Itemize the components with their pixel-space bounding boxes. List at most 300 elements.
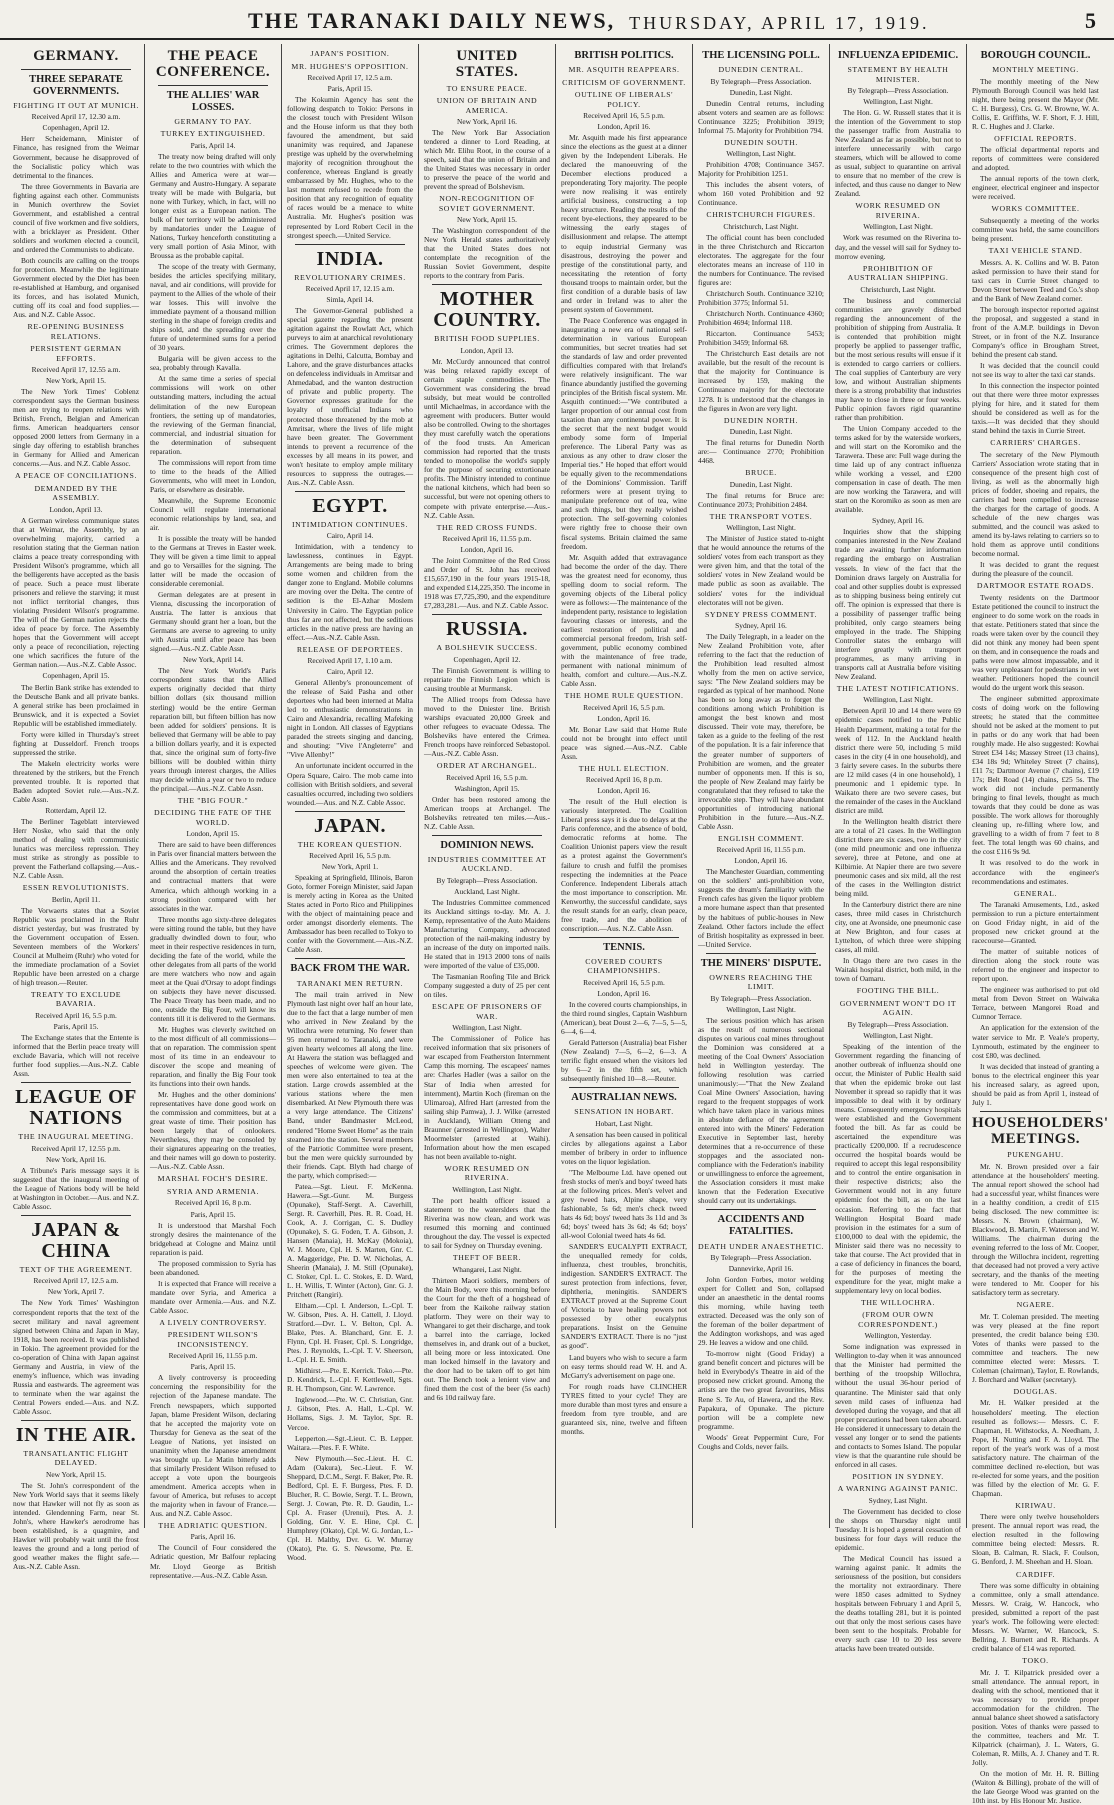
article-paragraph: A Tribune's Paris message says it is suggested that the inaugural meeting of the League of Nations body will be held at Washington in October.—Aus. and N.Z. Cable Assoc. <box>13 1165 139 1211</box>
article-paragraph: The Christchurch East details are not available, but the result of the recount is that the majority for Continuance is increased by 159, making the Continuance majority for the electorate 1278. It is understood that the changes in the figures in Avon are very light. <box>698 349 824 413</box>
dateline: Received April 16, 5.5 p.m. <box>583 702 665 712</box>
sub-headline: CARRIERS' CHARGES. <box>990 438 1081 448</box>
dateline: Received April 17, 12.30 a.m. <box>31 112 121 122</box>
article-paragraph: The official departmental reports and reports of committees were considered and adopted. <box>972 145 1099 173</box>
article-headline: BACK FROM THE WAR. <box>290 963 410 975</box>
article-paragraph: The Exchange states that the Entente is informed that the Berlin peace treaty will exclude Bavaria, which will not receive further food supplies.—Aus.-N.Z. Cable Assn. <box>13 1033 139 1079</box>
sub-headline: KIRIWAU. <box>1015 1500 1056 1510</box>
dateline: London, April 16. <box>460 545 514 555</box>
section-headline: HOUSEHOLDERS' MEETINGS. <box>972 1114 1109 1147</box>
column-5 <box>556 44 693 1528</box>
article-paragraph: Subsequently a meeting of the works committee was held, the same councillors being present. <box>972 215 1099 243</box>
article-paragraph: In this connection the inspector pointed out that there were three motor expresses plying for hire, and it stated for them should be considered as well as for the taxis.—It was decided that they should stand behind the taxis in Currie Street. <box>972 380 1099 436</box>
sub-headline: INTIMIDATION CONTINUES. <box>291 519 408 529</box>
sub-headline: INDUSTRIES COMMITTEE AT AUCKLAND. <box>427 854 547 874</box>
dateline: London, April 16. <box>597 786 651 796</box>
article-headline: TENNIS. <box>603 941 645 953</box>
news-columns <box>8 44 1109 1805</box>
article-paragraph: The Taranaki Amusements, Ltd., asked permission to run a picture entertainment on Good Friday night, in aid of the proposed new cricket ground at the racecourse—Granted. <box>972 900 1099 946</box>
dateline: By Telegraph—Press Association. <box>710 993 812 1003</box>
section-headline: THE PEACE CONFERENCE. <box>155 48 271 80</box>
article-paragraph: Forty were killed in Thursday's street fighting at Dusseldorf. French troops suppressed the strike. <box>13 729 139 757</box>
article-paragraph: Mr. N. Brown presided over a fair attendance at the householders' meeting. The annual report showed the school had had a successful year, whilst finances were in a healthy condition, a credit of £15 being disclosed. The new committee is: Messrs. N. Brown (chairman), W. Blackwood, B. Martin, F. Waterson and W. Williams. The chairman during the evening referred to the loss of Mr. Cooper, through the Willochra incident, regretting that deceased had not proved a very active secretary, and the thanks of the meeting were tendered to Mr. Cooper for his satisfactory term as secretary. <box>972 1161 1099 1298</box>
dateline: By Telegraph—Press Association. <box>710 76 812 86</box>
sub-headline: CARDIFF. <box>1015 1569 1056 1579</box>
dateline: Berlin, April 11. <box>51 894 101 904</box>
article-paragraph: Mr. Asquith added that extravagance had become the order of the day. There was the greatest need for economy, thus spelling doom to social reform. The governing objects of the Liberal policy were as follows:—The maintenance of the independent party, resistance to legislation favouring classes or interests, and the earliest restoration of political and commercial personal freedom, Irish self-government, public economy combined with the maintenance of free trade, permanent with national minimum of health, comfort and culture.—Aus.-N.Z. Cable Assn. <box>561 552 687 688</box>
article-paragraph: A lively controversy is proceeding concerning the responsibility for the rejection of the Japanese mandate. The French newspapers, which supported Japan, blame President Wilson, declaring that he accepted the majority vote on Thursday for Geneva as the seat of the League of Nations, yet insisted on unanimity when the Japanese amendment was brought up. Le Matin bitterly adds that similarly President Wilson refused to accept a vote upon the bourgeois amendment. America accepts when in favour of America, but refuses to accept the majority when in favour of France.—Aus. and N.Z. Cable Assoc. <box>150 1373 276 1518</box>
article-paragraph: In the Canterbury district there are nine cases, three mild cases in Christchurch city, one at Avonside, one pneumonic case at New Brighton, and four cases at Lyttelton, of which three were shipping cases, all mild. <box>835 900 961 955</box>
article-paragraph: The Vorwaerts states that a Soviet Republic was proclaimed in the Ruhr district yesterday, but was frustrated by the Government occupation of Essen. Seventeen members of the Workers' Council at Mulheim (Ruhr) who voted for the immediate proclamation of a Soviet Republic have been arrested on a charge of high treason.—Reuter. <box>13 905 139 987</box>
sub-headline: WORK RESUMED ON RIVERINA. <box>855 201 941 220</box>
sub-headline: JAPAN'S POSITION. <box>310 49 390 58</box>
article-paragraph: General Allenby's pronouncement of the release of Said Pasha and other deportees who had been interned at Malta led to enthusiastic demonstrations in Cairo and Alexandria, recalling Mafeking night in London. All classes of Egyptians paraded the streets singing and dancing, and shouting: "Vive l'Angleterre" and "Vive Allenby!" <box>287 678 413 760</box>
section-headline: GERMANY. <box>33 48 119 64</box>
article-paragraph: Order has been restored among the American troops at Archangel. The Bolsheviks retreated ten miles.—Aus.-N.Z. Cable Assn. <box>424 794 550 831</box>
article-paragraph: The Industries Committee commenced its Auckland sittings to-day. Mr. A. J. Kemp, representative of the Auto Maidens Manufacturing Company, advocated protection of the nail-making industry by an increase of the duty on imported nails. He stated that in 1913 2000 tons of nails were imported of the value of £35,000. <box>424 897 550 971</box>
section-headline: RUSSIA. <box>446 618 528 641</box>
article-paragraph: Thirteen Maori soldiers, members of the Main Body, were this morning before the Court for the theft of a hogshead of beer from the Kaikohe railway station platform. They were on their way to Whangarei to get their discharge, and took a barrel into the carriage, locked themselves in, and drank out of a bucket, all being more or less intoxicated. One man locked himself in the lavatory and the door had to be taken off to get him out. The Bench took a lenient view and fined them the cost of the beer (5s each) and 6s 10d railway fare. <box>424 1275 550 1402</box>
column-rule <box>21 1215 131 1216</box>
sub-headline: A WARNING AGAINST PANIC. <box>837 1484 959 1494</box>
dateline: Wellington, Last Night. <box>726 523 796 533</box>
section-headline: JAPAN. <box>313 814 387 837</box>
dateline: Copenhagen, April 12. <box>453 654 521 664</box>
sub-headline: TAXI VEHICLE STAND. <box>988 246 1083 256</box>
article-paragraph: The annual reports of the town clerk, engineer, electrical engineer and inspector were received. <box>972 174 1099 202</box>
dateline: Received April 16, 11.55 p.m. <box>168 1351 258 1361</box>
dateline: Wellington, Last Night. <box>452 1023 522 1033</box>
dateline: Auckland, Last Night. <box>454 886 520 896</box>
column-rule <box>158 85 268 86</box>
article-paragraph: "The Melbourne Ltd. have opened out fresh stocks of men's and boys' tweed hats at the following prices. Men's velvet and grey tweed hats, Alpine shape, very fashionable, 5s 6d; men's check tweed hats 4s 6d; boys' tweed hats 3s 11d and 3s 6d; boys' tweed hats 3s 6d; 4s 6d; boys' all-wool Colonial tweed hats 4s 6d. <box>561 1167 687 1241</box>
article-paragraph: The Hon. G. W. Russell states that it is the intention of the Government to stop the passenger traffic from Australia to New Zealand as far as possible, but not to interfere unnecessarily with cargo steamers, which will be allowed to come as usual, subject to quarantine on arrival to ensure that no member of the crew is infected, and thus cause no danger to New Zealand. <box>835 108 961 199</box>
article-paragraph: The serious position which has arisen as the result of numerous sectional disputes on various coal mines throughout the Dominion was considered at a meeting of the Coal Owners' Association held in Wellington yesterday. The following resolution was carried unanimously:—"That the New Zealand Coal Mine Owners' Association, having regard to the frequent stoppages of work which have taken place in various mines in absolute defiance of the agreement entered into with the Miners' Federation Executive in September last, hereby determines that a re-occurrence of these stoppages and the associated non-compliance with the Federation's inability or unwillingness to enforce the agreement, the Association considers it must make known that the Federation Executive should carry out its undertakings. <box>698 1015 825 1206</box>
column-2 <box>145 44 282 1580</box>
sub-headline: CRITICISM OF GOVERNMENT. <box>562 77 686 87</box>
dateline: Rotterdam, April 12. <box>45 805 107 815</box>
column-rule <box>21 1420 131 1421</box>
newspaper-title: THE TARANAKI DAILY NEWS, <box>248 8 616 33</box>
dateline: Copenhagen, April 12. <box>42 123 110 133</box>
sub-headline: TOKO. <box>1022 1656 1049 1666</box>
article-paragraph: It was decided to grant the request during the pleasure of the council. <box>972 560 1099 579</box>
section-headline: LEAGUE OF NATIONS <box>15 1086 137 1130</box>
sub-headline: DEATH UNDER ANAESTHETIC. <box>698 1241 824 1251</box>
article-paragraph: The port health officer issued a statement to the waterslders that the Riverina was now clean, and work was resumed this morning and continued throughout the day. The vessel is expected to sail for Sydney on Thursday evening. <box>424 1195 550 1250</box>
dateline: Paris, April 15. <box>190 1209 236 1219</box>
article-paragraph: The borough inspector reported against the proposal, and suggested a stand in front of the A.M.P. buildings in Devon Street, or in front of the N.Z. Insurance Company's office in Brougham Street, behind the present cab stand. <box>972 304 1099 359</box>
dateline: London, April 13. <box>49 504 103 514</box>
sub-headline: STATEMENT BY HEALTH MINISTER. <box>847 65 949 84</box>
article-headline: THE MINERS' DISPUTE. <box>700 957 822 969</box>
article-paragraph: The Joint Committee of the Red Cross and Order of St. John has received £15,657,190 in the four years 1915-18, and expended £14,225,350. The income in 1918 was £7,725,390, and the expenditure £7,283,281.—Aus. and N.Z. Cable Assoc. <box>424 556 550 611</box>
sub-headline: SYDNEY PRESS COMMENT. <box>704 609 818 619</box>
dateline: Received April 16, 5.5 p.m. <box>309 851 391 861</box>
article-paragraph: The Council of Four considered the Adriatic question, Mr Balfour replacing Mr. Lloyd George as British representative.—Aus.-N.Z. Cable Assn. <box>150 1543 276 1580</box>
dateline: Wellington, Yesterday. <box>864 1331 932 1341</box>
article-paragraph: Messrs. A. K. Collins and W. B. Paton asked permission to have their stand for taxi cars in Currie Street changed to Devon Street between Teed and Co.'s shop and the Bank of New Zealand corner. <box>972 257 1099 303</box>
dateline: Received April 17, 12.5 a.m. <box>307 73 393 82</box>
article-paragraph: The treaty now being drafted will only relate to the two countries with which the Allies and America were at war—Germany and Austro-Hungary. A separate treaty will be made with Bulgaria, but none with Turkey, which, in fact, will no longer exist as a European nation. The bulk of her territory will be administered by mandatories under the League of Nations, Turkey henceforth constituting a very small portion of Asia Minor, with Broussa as the probable capital. <box>150 151 276 260</box>
column-rule <box>432 835 542 836</box>
article-paragraph: The engineer was authorised to put old metal from Devon Street on Waiwaka Terrace, between Mangorei Road and Cumnor Terrace. <box>972 985 1099 1022</box>
dateline: Washington, April 15. <box>454 783 520 793</box>
sub-headline: A PEACE OF CONCILIATIONS. <box>15 471 137 481</box>
article-headline: THREE SEPARATE GOVERNMENTS. <box>29 73 123 97</box>
sub-headline: ESCAPE OF PRISONERS OF WAR. <box>431 1002 543 1021</box>
column-rule <box>21 1082 131 1083</box>
section-headline: UNITED STATES. <box>455 48 519 80</box>
dateline: Copenhagen, April 15. <box>42 671 110 681</box>
article-paragraph: Three months ago sixty-three delegates were sitting round the table, but they have gradually dwindled down to four, who meet in their respective residences in turn, deciding the fate of the world, while the other delegates from all parts of the world are mere watchers who now and again meet at the Quai d'Orsay to adopt findings on subjects they have never discussed. The Peace Treaty has been made, and no one, outside the Big Four, will know its contents till it is delivered to the Germans. <box>150 914 276 1023</box>
article-paragraph: A sensation has been caused in political circles by allegations against a Labor member of bribery in order to influence votes on the liquor legislation. <box>561 1129 687 1166</box>
sub-headline: POSITION IN SYDNEY. <box>852 1471 944 1481</box>
article-paragraph: There are said to have been differences in Paris over financial matters between the Allies and the Americans. They revolved around the absorption of certain treaties and contractual matters that were America, which although working in a strong position compared with her associates in the war. <box>150 840 277 913</box>
dateline: Received April 17, 12.15 a.m. <box>305 284 395 294</box>
dateline: New York, April 7. <box>47 1287 105 1297</box>
article-paragraph: In Otago there are two cases in the Waitaki hospital district, both mild, in the town of Oamaru. <box>835 956 961 984</box>
dateline: Simla, April 14. <box>326 295 374 305</box>
sub-headline: NON-RECOGNITION OF SOVIET GOVERNMENT. <box>438 194 536 213</box>
dateline: Wellington, Last Night. <box>863 97 933 107</box>
article-paragraph: Riccarton. Continuance 5453; Prohibition 3459; Informal 68. <box>698 329 824 348</box>
dateline: Sydney, April 16. <box>735 621 787 631</box>
sub-headline: RE-OPENING BUSINESS RELATIONS. <box>27 322 125 341</box>
sub-headline: COVERED COURTS CHAMPIONSHIPS. <box>585 956 663 976</box>
sub-headline: A LIVELY CONTROVERSY. <box>159 1317 267 1327</box>
section-headline: INDIA. <box>316 247 384 270</box>
article-paragraph: The result of the Hull election is variously interpreted. The Coalition Liberal press says it is due to delays at the Paris conference, and the absence of bold, democratic reforms at home. The Coalition Unionist papers view the result as a protest against the Government's failure to crush and fulfil the promises respecting the indemnities at the Peace Conference. Independent Liberals attach the most importance to conscription. Mr. Kenworthy, the successful candidate, says the result stands for an early, clean peace, free trade, and the abolition of conscription.—Aus. N.Z. Cable Assn. <box>561 797 687 933</box>
sub-headline: ORDER AT ARCHANGEL. <box>436 761 538 771</box>
article-paragraph: Work was resumed on the Riverina to-day, and the vessel will sail for Sydney to-morrow evening. <box>835 233 961 261</box>
column-rule <box>706 953 816 954</box>
column-rule <box>706 1209 816 1210</box>
sub-headline: CHRISTCHURCH FIGURES. <box>706 210 816 220</box>
article-paragraph: Mr. J. T. Kilpatrick presided over a small attendance. The annual report, in dealing with the school, mentioned that it was necessary to provide proper accommodation for the children. The annual balance sheet showed a satisfactory position. Votes of thanks were passed to the committee, teachers and Mr. T. Kilpatrick (chairman), J. L. Waters, G. Coleman, R. Mills, A. J. Chaney and T. R. Jolly. <box>972 1667 1099 1768</box>
dateline: Wellington, Last Night. <box>863 695 933 705</box>
article-paragraph: A German wireless communique states that at Weimar, the Assembly, by an overwhelming majority, carried a resolution stating that the German nation claims a peace treaty corresponding with President Wilson's programme, which all the belligerents have accepted as the basis of peace. Such a peace must liberate prisoners and relieve the starving; it must not inflict territorial changes, thus violating President Wilson's programme. The will of the German nation rejects the idea of peace by force. The Assembly hopes that the Government will accept only a peace of reconciliation, rejecting one which sacrifices the future of the German nation.—Aus.-N.Z. Cable Assoc. <box>13 515 139 670</box>
article-paragraph: The Governor-General published a special gazette regarding the present agitation against the Rowlatt Act, which purveys to aim at anarchical revolutionary crimes. The Government deplores the agitations in Delhi, Calcutta, Bombay and Lahore, and the grave disturbances attacks on defenceless individuals in Amritsar and Ahmedabad, and the wanton destruction of private and public property. The Governor expresses gratitude for the loyalty of unofficial Indians who protected those threatened by the mob at Amritsar, where the lives of life might have been greater. The Government intends to prevent a recurrence of the excesses by all means in its power, and won't hesitate to employ ample military resources to suppress the outrages.—Aus.-N.Z. Cable Assn. <box>287 306 413 487</box>
article-paragraph: The Medical Council has issued a warning against panic. It admits the seriousness of the position, but considers the mortality not extraordinary. There were 1850 cases admitted to Sydney hospitals between February 1 and April 5, the deaths totalling 281, but it is pointed out that only the most serious cases have been sent to the hospitals. Probable for every such case 10 to 20 less severe attacks have been treated outside. <box>835 1553 961 1654</box>
article-paragraph: Lepperton.—Sgt.-Lieut. C. B. Lepper. Waitara.—Ptes. F. F. White. <box>287 1433 413 1452</box>
sub-headline: THE "BIG FOUR." <box>177 795 249 805</box>
article-paragraph: Bulgaria will be given access to the sea, probably through Kavalla. <box>150 354 276 373</box>
dateline: Paris, April 16. <box>190 1532 236 1542</box>
article-paragraph: The Commissioner of Police has received information that six prisoners of war escaped from Featherston Internment Camp this morning. The escapees' names are: Charles Hadler (was a sailor on the Star of India when arrested for internment), Martin Koch (fireman on the Ulimaroa), Alfred Hart (arrested from the sailing ship Pamwa), J. J. Wilke (arrested in Auckland), William Otteng and Braunner (arrested in Wellington), Walter Moormelster (arrested at Waihi). Information about how the men escaped has not been available to-night. <box>424 1034 550 1161</box>
article-paragraph: The engineer submitted approximate costs of doing work on the following streets; he stated that the committee should not be asked at the moment to put in paths or do any work that had been roughly made. He also suggested: Kowhai Street £34 14s; Massey Street (13 chains), £34 18s 9d; Whiteley Street (7 chains), £11 7s; Dartmoor Avenue (7 chains), £19 17s; Belt Road (14) chains, £25 5s. The work did not include permanently bringing to final levels, thought as much towards that they could be done as was possible. The work allows for thoroughly cleaning up, re-filling where low, and gravelling to a width of from 7 feet to 8 feet. The total length was 60 chains, and the cost £116 9s 9d. <box>972 693 1099 857</box>
article-paragraph: New Plymouth.—Sec.-Lieut. H. C. Adam (Oakura), Sec.-Lieut. F. W. Sheppard, D.C.M., Sergt. F. Baker, Pte. R. Bedford, Cpl. E. F. Burgess, Ptes. F. D. Blucher, R. C. Bowie, Sergt. T. L. Brown, Sergt. J. Cowan, Pte. R. D. Gaudin, L.-Cpl. A. Fraser (Urenui), Ptes. A. J. Golding, Gnr. V. E. Hine, Cpl. C. Humphrey (Okato), Cpl. W. G. Jordan, L.-Cpl. H. Maltby, Dvr. G. W. Murray (Okato), Pte. G. S. Newsome, Pte. E. Wood. <box>287 1453 413 1562</box>
article-paragraph: The monthly meeting of the New Plymouth Borough Council was held last night, there being present the Mayor (Mr. C. H. Burgess), Crs. G. W. Browne, W. A. Collis, E. Griffiths, W. F. Short, F. J. Hill, R. C. Hughes and J. Clarke. <box>972 76 1099 131</box>
sub-headline: OWNERS REACHING THE LIMIT. <box>709 972 813 992</box>
article-paragraph: The scope of the treaty with Germany, besides the articles specifying military, naval, and air conditions, will provide for payment to the Allies of the whole of their war losses. This will involve the immediate payment of a thousand million sterling in the shape of foreign credits and ships sold, and the spreading over the future of undetermined sums for a period of 30 years. <box>150 262 276 353</box>
sub-headline: THE TRANSPORT VOTES. <box>709 511 813 521</box>
article-paragraph: Patea.—Sgt. Lieut. F. McKenna. Hawera.—Sgt.-Gunr. M. Burgess (Opunake), Staff-Sergt. A. Caverhill, Sergt. R. Caverhill, Ptes. R. R. Coad, H. Cook, A. J. Corrigan, C. S. Dudley (Opunake), S. G. Foden, T. A. Gibson, J. Hansen (Manaia), H. McKay (Mokoia), W. J. Moore, Cpl. H. S. Marten, Gnr. C. A. Maggeridge, Pte. D. W. Nicholas, A. Sheerin (Manaia), J. M. Still (Opunake), C. Stoker, Cpl. L. C. Stokes, E. D. Ward, L. H. Willis, T. Winter (Acton), Gnr. G. J. Pritchett (Rangiri). <box>287 1181 413 1300</box>
column-3 <box>282 44 419 1562</box>
column-rule <box>295 491 405 492</box>
sub-headline: TARANAKI MEN RETURN. <box>296 978 404 988</box>
article-paragraph: The proposed commission to Syria has been abandoned. <box>150 1258 276 1277</box>
dateline: Received April 16, 8 p.m. <box>585 775 663 785</box>
article-paragraph: John Gordon Forbes, motor welding expert for Collett and Son, collapsed under an anaesthetic in the dental rooms this morning, while having teeth extracted. Deceased was the only son of the foreman of the boiler department of the Addington workshops, and was aged 29. He leaves a widow and one child. <box>698 1275 824 1348</box>
article-paragraph: The Government has decided to close the shops on Thursday night until Tuesday. It is hoped a general cessation of business for four days will reduce the epidemic. <box>835 1506 961 1552</box>
dateline: London, April 13. <box>460 345 514 355</box>
article-paragraph: Speaking of the intention of the Government regarding the financing of another outbreak of influenza should one occur, the Minister of Public Health said that when the epidemic broke out last November it spread so rapidly that it was impossible to deal with it by ordinary means. Consequently emergency hospitals were established and the Government footed the bill. As far as could be ascertained the expenditure was practically £200,000. If a recrudescence occurred the hospital boards would be required to accept this legal responsibility and to control the entire organisation in their respective districts; also the Government would not in any future epidemic foot the bill, as on the last occasion. Referring to the fact that Wellington Hospital Board made provision in the estimates for a sum of £100,000 to deal with the epidemic, the Minister said there was no necessity to take that course. The Act provided that in a case of deficiency in finances the board, for the purposes of meeting the expenditure for the year, might make a supplementary levy on local bodies. <box>835 1041 961 1295</box>
dateline: New York, April 15. <box>457 215 517 225</box>
article-paragraph: Herr Scheidemann, Minister of Finance, has resigned from the Weimar Government, because he disapproved of the Socialistic policy which was detrimental to the finances. <box>13 134 139 180</box>
column-rule <box>295 244 405 245</box>
sub-headline: DECIDING THE FATE OF THE WORLD. <box>154 808 272 827</box>
article-paragraph: The Finnish Government is willing to repatriate the Finnish Legion which is causing trouble at Murmansk. <box>424 665 550 693</box>
article-paragraph: Inquiries show that the shipping companies interested in the New Zealand trade are awaiting further information regarding the embargo on Australian vessels. In view of the fact that the Dominion draws largely on Australia for coal and other supplies doubt is expressed as to shipping business being entirely cut off. The opinion is expressed that there is a possibility of passenger traffic being prohibited, only cargo steamers being employed in the trade. The Shipping Controller states the embargo will interfere greatly with transport programmes, as many arriving in transports call at Australia before visiting New Zealand. <box>835 527 961 681</box>
column-7 <box>830 44 967 1654</box>
column-rule <box>21 69 131 70</box>
sub-headline: SENSATION IN HOBART. <box>574 1107 674 1117</box>
article-paragraph: Christchurch North. Continuance 4360; Prohibition 4694; Informal 118. <box>698 309 824 328</box>
article-paragraph: The Minister of Justice stated to-night that he would announce the returns of the soldiers' votes from each transport as they were given him, and that the total of the soldiers' votes in New Zealand would be made public as soon as available. The soldiers' votes for the individual electorates will not be given. <box>698 534 824 607</box>
sub-headline: PRESIDENT WILSON'S INCONSISTENCY. <box>167 1330 259 1349</box>
article-paragraph: Mr. T. Coleman presided. The meeting was very pleased at the fine report presented, the credit balance being £30. Votes of thanks were passed to the committee and teachers. The new committee elected were: Messrs. T. Coleman (chairman), Taylor, E. Rowlands, J. Borchard and Walker (secretary). <box>972 1311 1099 1384</box>
article-headline: THE LICENSING POLL. <box>702 50 820 61</box>
article-headline: INFLUENZA EPIDEMIC. <box>837 50 959 61</box>
article-paragraph: Land buyers who wish to secure a farm on easy terms should read W. H. and A. McGarry's advertisement on page one. <box>561 1352 687 1380</box>
article-paragraph: Mr. Asquith made his first appearance since the elections as the guest at a dinner given by the Independent Liberals. He declared the manoeuvring of the December elections produced a preponderating Tory majority. The people were now realising it was entirely artificial business, constructing a top heavy structure. Reading the results of the recent bye-elections, they appeared to be witnessing the early stages of disillusionment and relapse. The attempt to equip industrial Germany was disastrous, destroying the power and prestige of the constitutional party, and necessitating the retention of forty thousand troops to maintain order, but the first condition of a durable basis of law and order in Ireland was to alter the present system of Government. <box>561 133 687 314</box>
dateline: Wellington, Last Night. <box>726 1004 796 1014</box>
article-paragraph: The Peace Conference was engaged in inaugurating a new era of national self-determination in various European communities, but secret treaties had set the standards of law and order prevented difficulties compared with that Ireland's were relatively insignificant. The war finance abundantly justified the governing principles of the British fiscal system. Mr. Asquith continued:—"We contributed a larger proportion of our annual cost from taxation than any continental power. It is the secret that the next budget would embody some form of Imperial preference. The Liberal Party was as anxious as any other to draw closer the Imperial ties." He hoped that effort would be equally given to the recommendations of the Dominions' Commission. Tariff reformers were at present trying to manipulate preference out of tea, wine and such things, but they really wished protection. The self-governing colonies were rightly free to choose their own fiscal systems. Britain claimed the same freedom. <box>561 315 687 551</box>
article-paragraph: Mr. McCurdy announced that control was being relaxed rapidly except of certain staple commodities. The Government was considering the bread subsidy, but meat would be controlled until Michaelmas, in accordance with the agreement with producers. Butter would also be controlled. Owing to the shortages they must carefully watch the operations of the food trusts. An American commission had reported that the trusts tended to monopolise the world's supply for the purpose of securing extortionate profits. The Ministry intended to continue the national kitchens, which had been so successful, but were not opening others to compete with private enterprise.—Aus.-N.Z. Cable Assn. <box>424 357 550 520</box>
column-rule <box>432 614 542 615</box>
article-paragraph: The commissions will report from time to time to the heads of the Allied Governments, who will meet in London, Paris, or elsewhere as desirable. <box>150 457 276 494</box>
column-rule <box>569 937 679 938</box>
sub-headline: TO ENSURE PEACE. <box>446 83 528 93</box>
article-headline: DOMINION NEWS. <box>440 839 534 851</box>
article-paragraph: Mr. H. Walker presided at the householders' meeting. The election resulted as follows:— Messrs. C. F. Chapman, H. Withstocks, A. Needham, J. Pope, H. Nutting and F. A. Lloyd. The report of the year's work was of a most satisfactory nature. The chairman of the committee declined re-election, but was re-elected for some years, and the position was filled by the election of Mr. G. F. Chapman. <box>972 1398 1099 1498</box>
section-headline: MOTHER COUNTRY. <box>433 288 541 332</box>
dateline: Received April 17, 12.5 a.m. <box>33 1276 119 1286</box>
dateline: Received April 16, 11.55 p.m. <box>716 845 806 855</box>
sub-headline: ENGLISH COMMENT. <box>717 833 805 843</box>
article-paragraph: For rough roads have CLINCHER TYRES fitted to your cycle! They are more durable than most tyres and ensure a freedom from tyre trouble, and are guaranteed six, nine, twelve and fifteen months. <box>561 1381 687 1436</box>
sub-headline: DARTMOOR ESTATE ROADS. <box>976 581 1095 591</box>
sub-headline: A BOLSHEVIK SUCCESS. <box>436 643 538 653</box>
page-number: 5 <box>1085 8 1096 33</box>
dateline: Received April 16, 11.55 p.m. <box>442 534 532 544</box>
article-paragraph: In the Wellington health district there are a total of 21 cases. In the Wellington district there are six cases, two in the city (one mild pneumonic and one influenza severe), three at Petone, and one at Kilbirnie. At Napier there are two severe pneumonic cases and six mild, all the rest of the cases in the Wellington district being mild. <box>835 816 961 899</box>
dateline: Received April 16, 5.5 p.m. <box>583 977 665 987</box>
dateline: Hobart, Last Night. <box>595 1118 653 1128</box>
section-headline: EGYPT. <box>312 494 388 517</box>
dateline: London, April 16. <box>597 713 651 723</box>
sub-headline: MONTHLY MEETING. <box>992 65 1079 75</box>
dateline: London, April 16. <box>734 856 788 866</box>
article-paragraph: The Kokumin Agency has sent the following despatch to Tokio: Persons in the closest touch with President Wilson and the House inform us that they both favoured the amendment, but said unanimity was required, and Japanese prestige was upheld by the overwhelming majority of recognition throughout the conference, whereas England is greatly embarrassed by Mr. Hughes, who to the last moment refused to recede from the position that any recognition of equality of races would be a menace to white Australia. Mr. Hughes's position was represented by Lord Robert Cecil in the strongest speech.—United Service. <box>287 95 413 240</box>
article-paragraph: The final returns for Dunedin North are:— Continuance 2770; Prohibition 4468. <box>698 438 824 466</box>
dateline: Dunedin, Last Night. <box>729 479 793 489</box>
sub-headline: BRUCE. <box>745 468 777 478</box>
dateline: Wellington, Last Night. <box>863 222 933 232</box>
article-paragraph: Intimidation, with a tendency to lawlessness, continues in Egypt. Arrangements are being made to bring some women and children from the danger zone to England. Mobile columns are moving over the Delta. The centre of sedition is the El-Azhar Moslem University in Cairo. The Egyptian police thus far are not affected, but the seditious articles in the native press are having an effect.—Aus.-N.Z. Cable Assn. <box>287 542 413 642</box>
sub-headline: TEXT OF THE AGREEMENT. <box>19 1264 133 1274</box>
sub-headline: THE HULL ELECTION. <box>578 763 670 773</box>
article-paragraph: Christchurch South. Continuance 3210; Prohibition 3775; Informal 51. <box>698 289 824 308</box>
dateline: Christchurch, Last Night. <box>723 221 799 231</box>
dateline: Received April 16, 8 p.m. <box>174 1198 252 1208</box>
column-rule <box>295 958 405 959</box>
dateline: Received April 16, 5.5 p.m. <box>446 772 528 782</box>
sub-headline: OUTLINE OF LIBERALS' POLICY. <box>574 90 674 109</box>
column-rule <box>980 1111 1091 1112</box>
sub-headline: (FROM OUR OWN CORRESPONDENT.) <box>858 1310 938 1329</box>
sub-headline: PROHIBITION OF AUSTRALIAN SHIPPING. <box>847 263 949 283</box>
article-paragraph: The New York Times' Washington correspondent reports that the text of the secret military and naval agreement signed between China and Japan in May, 1918, has been received. It was published in Tokio. The agreement provided for the co-operation of China with Japan against Germany and Austria, in view of the enemy's influence, which was invading Russia and eastwards. The agreement was to terminate when the war against the Central Powers ended.—Aus. and N.Z. Cable Assoc. <box>13 1298 139 1416</box>
article-paragraph: German delegates are at present in Vienna, discussing the incorporation of Austria. The latter is anxious that Germany should grant her a loan, but the Germans are averse to agreeing to unity with Austria until after peace has been signed.—Aus.-N.Z. Cable Assn. <box>150 590 276 654</box>
dateline: Received April 17, 1.10 a.m. <box>307 656 393 666</box>
sub-headline: RELEASE OF DEPORTEES. <box>296 644 404 654</box>
sub-headline: MARSHAL FOCH'S DESIRE. <box>157 1174 269 1184</box>
sub-headline: TREATY TO EXCLUDE BAVARIA. <box>30 989 122 1009</box>
dateline: Whangarei, Last Night. <box>452 1264 522 1274</box>
dateline: Paris, April 15. <box>327 84 373 94</box>
article-paragraph: Dunedin Central returns, including absent voters and seamen are as follows: Continuance 3225; Prohibition 3919; Informal 75. Majority for Prohibition 794. <box>698 98 824 135</box>
dateline: New York, April 15. <box>46 1469 106 1479</box>
section-headline: JAPAN & CHINA <box>31 1218 121 1262</box>
column-6 <box>693 44 830 1528</box>
dateline: Received April 17, 12.55 p.m. <box>31 1143 121 1153</box>
article-paragraph: Woods' Great Peppermint Cure, For Coughs and Colds, never fails. <box>698 1432 824 1451</box>
dateline: Dunedin, Last Night. <box>729 87 793 97</box>
article-paragraph: This includes the absent voters, of whom 160 voted Prohibition and 92 Continuance. <box>698 180 824 208</box>
article-paragraph: Mr. Bonar Law said that Home Rule could not be brought into effect until peace was signed.—Aus.-N.Z. Cable Assn. <box>561 724 687 761</box>
article-paragraph: The Berliner Tageblatt interviewed Herr Noske, who said that the only method of dealing with communistic lunatics was merciless repression. They must strike as strongly as possible to prevent the Fatherland collapsing.—Aus.-N.Z. Cable Assn. <box>13 816 139 881</box>
article-paragraph: The Makeln electricity works were threatened by the strikers, but the French prevented trouble. It is reported that Baden adopted Soviet rule.—Aus.-N.Z. Cable Assn. <box>13 758 139 804</box>
dateline: New York, April 16. <box>46 1154 106 1164</box>
article-paragraph: To-morrow night (Good Friday) a grand benefit concert and pictures will be held in Everybody's Theatre in aid of the proposed new cricket ground. Among the artists are the two great favourites, Miss Rene S. Te Au, of Hawera, and the Rev. Papakura, of Opunake. The picture portion will be a complete new programme. <box>698 1349 824 1431</box>
sub-headline: MR. HUGHES'S OPPOSITION. <box>291 61 409 71</box>
column-8 <box>967 44 1109 1805</box>
sub-headline: REVOLUTIONARY CRIMES. <box>294 272 406 282</box>
sub-headline: THE HOME RULE QUESTION. <box>564 691 684 701</box>
issue-date: THURSDAY, APRIL 17, 1919. <box>629 13 930 33</box>
article-paragraph: The Washington correspondent of the New York Herald states authoritatively that the United States does not contemplate the recognition of the Russian Soviet Government, despite reports to the contrary from Paris. <box>424 226 550 281</box>
column-rule <box>295 811 405 812</box>
article-paragraph: An unfortunate incident occurred in the Opera Square, Cairo. The mob came into collision with British soldiers, and several casualties occurred, including two soldiers wounded.—Aus. and N.Z. Cable Assoc. <box>287 761 413 807</box>
dateline: New York, April 16. <box>457 117 517 126</box>
article-paragraph: There were only twelve householders present. The annual report was read, the election resulted in the following committee being elected: Messrs. R. Sloan, B. Calman, R. Slack, F. Coulson, G. Benford, J. M. Sheehan and H. Sloan. <box>972 1512 1099 1567</box>
dateline: By Telegraph—Press Association. <box>847 86 949 96</box>
column-4 <box>419 44 556 1528</box>
dateline: Sydney, April 16. <box>872 516 924 526</box>
article-headline: AUSTRALIAN NEWS. <box>571 1092 677 1104</box>
section-headline: IN THE AIR. <box>15 1423 137 1446</box>
article-paragraph: The Union Company acceded to the terms asked for by the waterside workers, and will start on the Koromiko and the Tarawera. These are: Full wage during the time laid up of any contract influenza while working a vessel, and £200 compensation in case of death. The men are now working the Tarawera, and will start on the Koromiko as soon as men are available. <box>835 424 961 515</box>
article-headline: ACCIDENTS AND FATALITIES. <box>717 1214 805 1238</box>
article-paragraph: It is expected that France will receive a mandate over Syria, and America a mandate over Armenia.—Aus. and N.Z. Cable Assoc. <box>150 1278 276 1315</box>
sub-headline: GERMANY TO PAY. <box>174 116 252 126</box>
sub-headline: WORK RESUMED ON RIVERINA. <box>444 1163 530 1183</box>
sub-headline: NGAERE. <box>1016 1300 1055 1310</box>
article-paragraph: On the motion of Mr. H. R. Billing (Waiton & Billing), probate of the will of the late George Wood was granted on the 10th inst. by His Honour Mr. Justice. <box>972 1769 1099 1805</box>
column-1 <box>8 44 145 1572</box>
dateline: Received April 16, 5.5 p.m. <box>583 111 665 121</box>
article-paragraph: Midhirst.—Pte. E. Kerrick. Toko.—Pte. D. Kendrick, L.-Cpl. F. Kettlewell, Sgts. R. H. Thompson, Gnr. W. Lawrence. <box>287 1366 413 1394</box>
dateline: Paris, April 14. <box>190 140 236 150</box>
dateline: New York, April 1. <box>321 862 379 872</box>
column-rule <box>569 1087 679 1088</box>
article-paragraph: The Tasmanian Roofing Tile and Brick Company suggested a duty of 25 per cent on tiles. <box>424 972 550 1000</box>
sub-headline: GOVERNMENT WON'T DO IT AGAIN. <box>839 998 957 1018</box>
dateline: Sydney, Last Night. <box>868 1495 928 1505</box>
dateline: Wellington, Last Night. <box>452 1184 522 1194</box>
article-paragraph: Eltham.—Cpl. I. Anderson, L.-Cpl. T. W. Gibson, Ptes. A. H. Cattell, J. Lloyd. Stratford.—Dvr. L. V. Belton, Cpl. A. Blake, Ptes. A. Blanchard, Gnr. E. J. Flynn, Cpl. H. Fraser, Cpl. S. Longridge, Ptes. J. Reynolds, L.-Cpl. T. V. Sheerson, L.-Cpl. H. E. Smith. <box>287 1301 413 1365</box>
article-paragraph: Some indignation was expressed in Wellington to-day when it was announced that the Minister had permitted the berthing of the troopship Willochra, without the usual 36-hour period of quarantine. The Minister said that only seven mild cases of influenza had developed during the voyage, and that all proper precautions had been taken aboard. He considered it unnecessary to detain the vessel any longer or to send the patients and contacts to Somes Island. The popular view is that the quarantine rule should be enforced in all cases. <box>835 1342 961 1469</box>
sub-headline: THE KOREAN QUESTION. <box>297 839 403 849</box>
sub-headline: FOOTING THE BILL. <box>856 986 940 996</box>
sub-headline: THE WILLOCHRA. <box>860 1297 936 1307</box>
article-headline: BOROUGH COUNCIL. <box>980 50 1091 61</box>
sub-headline: DEMANDED BY THE ASSEMBLY. <box>34 483 118 503</box>
dateline: London, April 16. <box>597 122 651 132</box>
sub-headline: DUNEDIN NORTH. <box>723 415 799 425</box>
sub-headline: GENERAL. <box>1013 888 1058 898</box>
article-paragraph: The matter of suitable notices of direction along the stock route was referred to the engineer and inspector to report upon. <box>972 947 1099 984</box>
article-paragraph: Gerald Patterson (Australia) beat Fisher (New Zealand) 7—5, 6—2, 6—3. A terrific fight ensued when the visitors led by 6—2 in the fifth set, which subsequently finished 10—8.—Reuter. <box>561 1038 687 1084</box>
dateline: Cairo, April 12. <box>326 667 374 677</box>
article-paragraph: The Berlin Bank strike has extended to the Deutsche Bank and all private banks. A general strike has been proclaimed in Brunswick, and it is expected a Soviet Republic will be established immediately. <box>13 682 139 728</box>
sub-headline: THE INAUGURAL MEETING. <box>18 1132 134 1142</box>
article-paragraph: The Manchester Guardian, commenting on the soldiers' anti-prohibition vote, suggests the dream's familiarity with the French cafes has given the liquor problem a more humane aspect than that presented by the habitues of public-houses in New Zealand. Other factors include the effect of British hospitality as expressed in beer.—United Service. <box>698 867 824 949</box>
sub-headline: WORKS COMMITTEE. <box>991 204 1080 214</box>
article-paragraph: An application for the extension of the water service to Mr. P. Veale's property, Lynmouth, estimated by the engineer to cost £80, was declined. <box>972 1023 1099 1060</box>
article-paragraph: SANDER'S EUCALYPTI EXTRACT, the unequalled remedy for colds, influenza, chest troubles, bronchitis, indigestion. SANDER'S EXTRACT. The surest protection from infections, fever, diphtheria, meningitis. SANDER'S EXTRACT proved at the Supreme Court of Victoria to have healing powers not possessed by other eucalyptus preparations. Insist on the Genuine SANDER'S EXTRACT. There is no "just as good". <box>561 1242 687 1351</box>
sub-headline: DUNEDIN SOUTH. <box>724 137 798 147</box>
column-rule <box>432 284 542 285</box>
sub-headline: BRITISH FOOD SUPPLIES. <box>434 334 540 344</box>
article-paragraph: The official count has been concluded in the three Christchurch and Riccarton electorates. The aggregate for the four electorates means an increase of 110 in the numbers for Continuance. The revised figures are: <box>698 232 824 288</box>
article-paragraph: Both councils are calling on the troops for protection. Meanwhile the legitimate Government elected by the Diet has been re-established at Hamburg, and organised its forces, and has isolated Munich, cutting off its coal and food supplies.—Aus. and N.Z. Cable Assoc. <box>13 255 139 320</box>
dateline: Christchurch, Last Night. <box>860 284 936 294</box>
article-paragraph: Mr. Hughes and the other dominions' representatives have done good work on the commission and committees, but at a great waste of time. Their position has been largely that of onlookers. Nevertheless, they may be consoled by their signatures appearing on the treaties, and their names will go down to posterity.—Aus.-N.Z. Cable Assn. <box>150 1090 276 1172</box>
article-paragraph: It was resolved to do the work in accordance with the engineer's recommendations and estimates. <box>972 858 1099 886</box>
sub-headline: MR. ASQUITH REAPPEARS. <box>568 65 680 75</box>
dateline: London, April 15. <box>186 829 240 839</box>
sub-headline: THE RED CROSS FUNDS. <box>436 522 538 532</box>
article-paragraph: It is possible the treaty will be handed to the Germans at Treves in Easter week. They will be given a time limit to appeal and go to Versailles for the signing. The latter will be made the occasion of considerable ceremonial. <box>150 533 276 589</box>
sub-headline: PERSISTENT GERMAN EFFORTS. <box>30 344 122 363</box>
sub-headline: TRANSATLANTIC FLIGHT DELAYED. <box>23 1448 129 1468</box>
article-paragraph: The St. John's correspondent of the New York World says that it seems likely now that Hawker will not fly as soon as intended. Glendenning Farm, near St. John's, where Hawker's aerodrome has been established, is a quagmire, and Hawker will probably wait until the frost leaves the ground and a long period of good weather makes the flight safe.—Aus.-N.Z. Cable Assn. <box>13 1480 139 1572</box>
dateline: London, April 16. <box>597 988 651 998</box>
dateline: Received April 16, 5.5 p.m. <box>35 1010 117 1020</box>
article-headline: THE ALLIES' WAR LOSSES. <box>166 89 260 113</box>
article-paragraph: The New York Bar Association tendered a dinner to Lord Reading, at which Mr. Elihu Root, in the course of a speech, said that the union of Britain and the United States was necessary in order to preserve the peace of the world and prevent the spread of Bolshevism. <box>424 128 550 192</box>
dateline: Dunedin, Last Night. <box>729 427 793 437</box>
dateline: By Telegraph—Press Association. <box>436 875 538 885</box>
dateline: New York, April 14. <box>183 655 243 665</box>
article-paragraph: Speaking at Springfield, Illinois, Baron Goto, former Foreign Minister, said Japan is merely acting in Korea as the United States acted in Porto Rico and Philippines with the object of maintaining peace and order amongst disorderly elements. The Ambassador has been recalled to Tokyo to confer with the Government.—Aus.-N.Z. Cable Assn. <box>287 873 413 955</box>
sub-headline: DOUGLAS. <box>1013 1386 1058 1396</box>
article-paragraph: The secretary of the New Plymouth Carriers' Association wrote stating that in consequence of the present high cost of living, as well as the abnormally high prices of fodder, shoeing and repairs, the carriers had been compelled to increase the charges for the cartage of goods. A schedule of the new charges was submitted, and the council was asked to amend its by-laws relating to carriers so to hold them as approve until conditions become normal. <box>972 449 1099 558</box>
dateline: Wellington, Last Night. <box>863 1030 933 1040</box>
dateline: By Telegraph—Press Association. <box>847 1019 949 1029</box>
article-paragraph: The three Governments in Bavaria are fighting against each other. Communists in Munich overthrew the Soviet Government, and established a central council of five workmen and five soldiers, with a bricklayer as President. Other soldiers and workmen elected a council, and ordered the Communists to abdicate. <box>13 181 139 254</box>
sub-headline: DUNEDIN CENTRAL. <box>718 65 804 75</box>
sub-headline: TURKEY EXTINGUISHED. <box>160 129 266 139</box>
article-paragraph: There was some difficulty in obtaining a committee, only a small attendance. Messrs. W. Craig, W. Hancock, who presided, submitted a report of the past year's work. The following were elected: Messrs. W. Warner, W. Hancock, S. Bellring, J. Burnett and R. Richards. A credit balance of £14 was reported. <box>972 1581 1099 1654</box>
sub-headline: SYRIA AND ARMENIA. <box>166 1186 260 1196</box>
dateline: Wellington, Last Night. <box>726 149 796 159</box>
article-paragraph: The Daily Telegraph, in a leader on the New Zealand Prohibition vote, after referring to the fact that the reduction of the Prohibition lead resulted almost wholly from the men on active service, says: "The New Zealand soldiers may be regarded as typical of her manhood. None has been so long away as to forget the conditions among which Prohibition is amongst the best known and most discussed. Their vote may, therefore, be taken as a guide to the feeling of the rest of the population. It is a fair inference that the greater number of supporters of Prohibition are women, and the greater number of opponents men. If this is so, the people of New Zealand may fairly be congratulated that they refused to take the irrevocable step. They will have abundant opportunities of introducing national Prohibition in the future.—Aus.-N.Z. Cable Assn. <box>698 632 824 831</box>
article-paragraph: The mail train arrived in New Plymouth last night over half an hour late, due to the fact that a large number of men who arrived in New Zealand by the Willochra were returning. No fewer than 95 men returned to Taranaki, and were given hearty welcomes all along the line. At Hawera the station was beflagged and speeches of welcome were given. The men were also entertained to tea at the station. Large crowds assembled at the various stations where the men disembarked. At New Plymouth there was a very large attendance. The Citizens' Band, under Bandmaster McLeod, rendered "Home Sweet Home" as the train steamed into the station. Several members of the Patriotic Committee were present, but the men were quickly surrounded by their friends. Capt. Blyth had charge of the party, which comprised:— <box>287 990 413 1180</box>
